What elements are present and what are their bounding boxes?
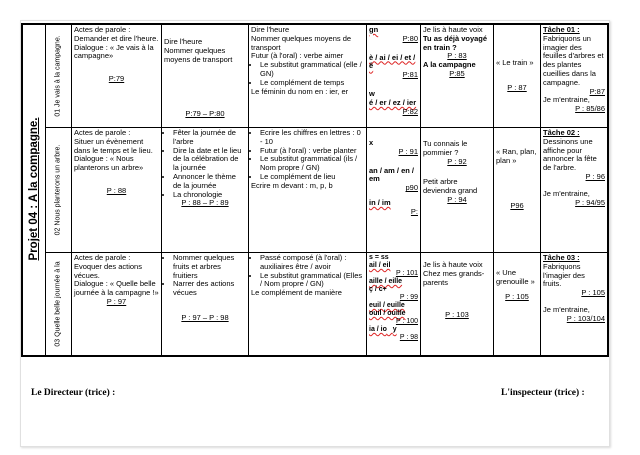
- page-ref: P : 97: [106, 296, 127, 306]
- grammar-bullet: • Le substitut grammatical (Elles / Nom propre / GN): [260, 272, 364, 290]
- sounds-cell: [367, 253, 420, 355]
- task-title: Tâche 02 :: [543, 128, 580, 137]
- poem-title: « Ran, plan, plan »: [496, 147, 537, 165]
- task-cell: [541, 253, 607, 355]
- sound-item: ouil / ouille: [369, 310, 406, 317]
- page-ref: P : 97 – P : 98: [181, 312, 229, 322]
- oral-heading: Actes de parole :: [74, 25, 131, 34]
- grammar-bullet: • Ecrire les chiffres en lettres : 0 - 10: [260, 129, 364, 147]
- page-ref: P:79 – P:80: [185, 109, 225, 119]
- project-title-cell: [23, 25, 45, 353]
- reading-bullet: • Narrer des actions vécues: [173, 280, 246, 298]
- page-ref: p90: [405, 183, 418, 193]
- lecture-cell: [421, 25, 493, 127]
- task-cell: [541, 25, 607, 127]
- page-ref: P : 101: [395, 270, 418, 277]
- lecture-line: Chez mes grands-parents: [423, 268, 485, 287]
- lecture-line: Tu connais le pommier ?: [423, 139, 468, 157]
- sequence-3-cell: [46, 253, 72, 355]
- sound-item: an / am / en / em: [369, 165, 415, 184]
- page-ref: P:82: [402, 106, 418, 116]
- oral-objective: Demander et dire l'heure.: [74, 33, 159, 43]
- planning-table: [21, 23, 609, 357]
- sound-item: x: [369, 138, 374, 147]
- page-ref: P : 99: [399, 294, 418, 301]
- oral-cell: [72, 128, 161, 252]
- lecture-line: Je lis à haute voix: [423, 25, 483, 34]
- task-description: Dessinons une affiche pour annoncer la fête de l'arbre.: [543, 136, 597, 173]
- sound-item: w: [369, 88, 375, 98]
- grammar-line: Dire l'heure: [251, 25, 290, 34]
- page-ref: P : 88 – P : 89: [181, 198, 229, 208]
- inspector-signature-label: [501, 388, 585, 398]
- grammar-line: Le féminin du nom en : ier, er: [251, 86, 349, 96]
- reading-bullet: • Nommer quelques fruits et arbres fruitiers: [173, 254, 246, 280]
- inspector-label-text: L'inspecteur (trice) :: [501, 388, 585, 398]
- sound-item: euil / euille: [369, 302, 405, 309]
- oral-dialogue: Dialogue : « Je vais à la campagne»: [74, 42, 154, 61]
- reading-bullet: • Dire la date et le lieu de la célébration de la journée: [173, 147, 246, 173]
- sound-item: aille / eille: [369, 278, 403, 285]
- page-ref: P : 94/95: [575, 197, 605, 207]
- reading-cell: [162, 25, 248, 127]
- sound-item: in / im: [369, 197, 391, 207]
- page-ref: P : 92: [447, 156, 467, 166]
- grammar-line: Ecrire m devant : m, p, b: [251, 180, 333, 190]
- page-ref: P : 87: [507, 82, 527, 92]
- oral-dialogue: Dialogue : « Nous planterons un arbre»: [74, 154, 144, 173]
- reading-cell: [162, 128, 248, 252]
- task-title: Tâche 01 :: [543, 25, 580, 34]
- task-title: Tâche 03 :: [543, 253, 580, 262]
- poem-cell: [494, 253, 540, 355]
- page-ref: P:81: [402, 70, 418, 80]
- reading-bullet: • Fêter la journée de l'arbre: [173, 129, 246, 147]
- page-ref: P : 105: [505, 291, 529, 301]
- poem-title: « Une grenouille »: [496, 268, 535, 286]
- poem-cell: [494, 25, 540, 127]
- page-ref: P : 85/86: [575, 104, 605, 114]
- oral-cell: [72, 25, 161, 127]
- grammar-cell: [249, 25, 366, 127]
- lecture-line: Je lis à haute voix: [423, 260, 483, 269]
- sound-item: è / ai / ei / et / ê: [369, 52, 416, 71]
- lecture-line: Petit arbre deviendra grand: [423, 177, 478, 196]
- poem-title: « Le train »: [496, 58, 534, 67]
- reading-line: Nommer quelques moyens de transport: [164, 45, 233, 64]
- sequence-1-title: 01 Je vais à la campagne.: [54, 35, 62, 117]
- page-ref: P : 94: [447, 194, 467, 204]
- page-ref: P : 103/104: [566, 313, 605, 323]
- page-ref: P : 96: [585, 171, 605, 181]
- oral-cell: [72, 253, 161, 355]
- page-ref: P : 98: [399, 334, 418, 341]
- sequence-2-title: 02 Nous planterons un arbre.: [54, 144, 62, 236]
- task-description: Fabriquons l'imagier des fruits.: [543, 261, 585, 289]
- lecture-cell: [421, 253, 493, 355]
- sequence-2-cell: [46, 128, 72, 252]
- sound-item: y: [392, 326, 397, 333]
- oral-objective: Evoquer des actions vécues.: [74, 261, 142, 280]
- lecture-title: Tu as déjà voyagé en train ?: [423, 33, 488, 52]
- grammar-cell: [249, 128, 366, 252]
- sequence-3-title: 03 Quelle belle journée à la: [54, 261, 62, 347]
- director-label-text: Le Directeur (trice) :: [31, 388, 116, 398]
- sound-item: ia / io: [369, 326, 387, 333]
- grammar-bullet: • Le complément de temps: [260, 79, 364, 88]
- oral-heading: Actes de parole :: [74, 253, 131, 262]
- lecture-title: A la campagne: [423, 60, 476, 70]
- reading-line: Dire l'heure: [164, 37, 203, 46]
- sound-item: ç / c+: [369, 286, 387, 293]
- page-ref: P : 83: [447, 51, 467, 61]
- task-practice: Je m'entraine,: [543, 304, 590, 314]
- grammar-line: Nommer quelques moyens de transport: [251, 33, 352, 52]
- grammar-bullet: • Futur (à l'oral) : verbe planter: [260, 147, 364, 156]
- page-ref: P : 103: [445, 310, 469, 320]
- grammar-bullet: • Passé composé (à l'oral) : auxiliaires être / avoir: [260, 254, 364, 272]
- grammar-bullet: • Le complément de lieu: [260, 173, 364, 182]
- sound-item: s = ss: [369, 254, 389, 261]
- reading-cell: [162, 253, 248, 355]
- page-ref: P:87: [589, 86, 605, 96]
- page-ref: P : 105: [581, 288, 605, 298]
- oral-objective: Situer un évènement dans le temps et le lieu.: [74, 136, 153, 155]
- reading-bullet: • Annoncer le thème de la journée: [173, 173, 246, 191]
- page-ref: P : 100: [395, 318, 418, 325]
- page-ref: P:79: [108, 74, 125, 84]
- page-ref: P : 91: [398, 146, 418, 156]
- task-practice: Je m'entraine,: [543, 188, 590, 198]
- task-description: Fabriquons un imagier des feuilles d'arbres et des plantes cueillies dans la campagne.: [543, 33, 604, 87]
- director-signature-label: [31, 388, 115, 398]
- grammar-bullet: • Le substitut grammatical (elle / GN): [260, 61, 364, 79]
- project-title: Projet 04 : A la compagne.: [28, 117, 40, 261]
- reading-bullet: • La chronologie: [173, 191, 246, 200]
- grammar-line: Le complément de manière: [251, 288, 342, 298]
- sound-item: é / er / ez / ier: [369, 97, 417, 107]
- oral-dialogue: Dialogue : « Quelle belle journée à la campagne !»: [74, 279, 159, 298]
- grammar-cell: [249, 253, 366, 355]
- document-page: [20, 20, 610, 447]
- task-practice: Je m'entraine,: [543, 95, 590, 105]
- task-cell: [541, 128, 607, 252]
- sounds-cell: [367, 25, 420, 127]
- sound-item: ail / eil: [369, 262, 391, 269]
- page-ref: P96: [510, 200, 524, 210]
- sound-item: gn: [369, 25, 379, 34]
- sound-item: [369, 326, 418, 334]
- page-ref: P : 88: [106, 185, 127, 195]
- sounds-cell: [367, 128, 420, 252]
- oral-heading: Actes de parole :: [74, 128, 131, 137]
- page-ref: P:: [410, 206, 418, 216]
- grammar-bullet: • Le substitut grammatical (ils / Nom propre / GN): [260, 155, 364, 173]
- lecture-cell: [421, 128, 493, 252]
- page-ref: P:85: [449, 68, 465, 78]
- page-ref: P:80: [402, 33, 418, 43]
- grammar-line: Futur (à l'oral) : verbe aimer: [251, 51, 344, 61]
- poem-cell: [494, 128, 540, 252]
- sequence-1-cell: [46, 25, 72, 127]
